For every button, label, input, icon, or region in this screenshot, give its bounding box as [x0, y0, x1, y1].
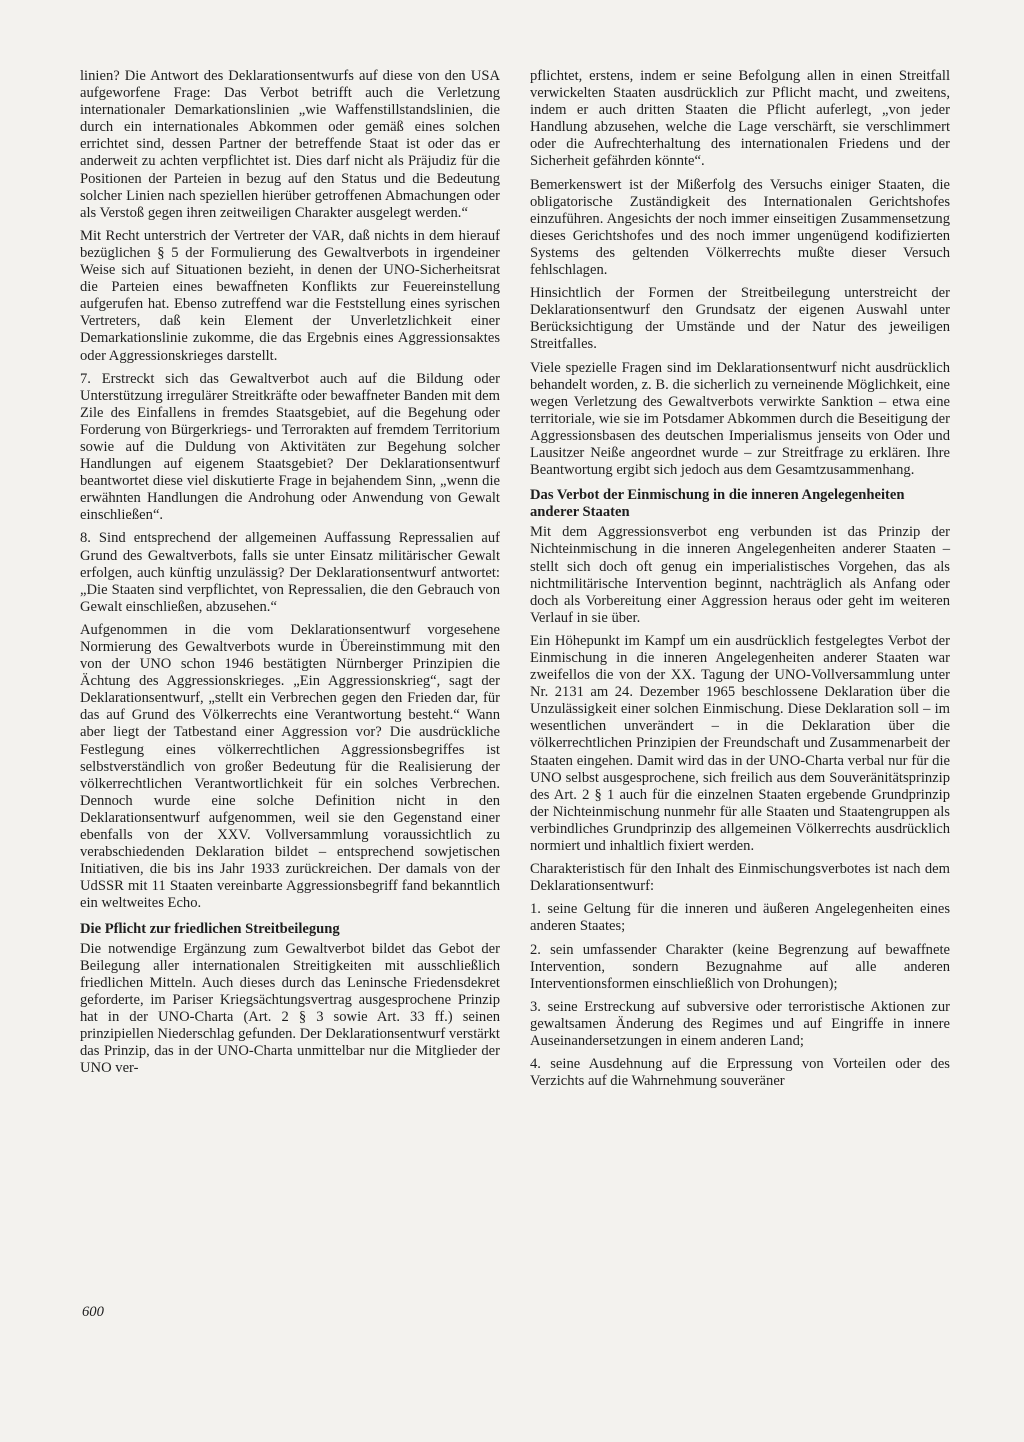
right-column: [530, 68, 950, 1096]
paragraph: pflichtet, erstens, indem er seine Befolgung allen in einen Streitfall verwickelten Staaten ausdrücklich zur Pflicht macht, und zweitens, indem er auch dritten Staaten die Pflicht auferlegt, „von jeder Handlung abzusehen, welche die Lage verschärft, sie verschlimmert oder die Aufrechterhaltung des internationalen Friedens und der Sicherheit gefährden könnte“.: [530, 68, 950, 170]
paragraph: Bemerkenswert ist der Mißerfolg des Versuchs einiger Staaten, die obligatorische Zuständigkeit des Internationalen Gerichtshofes einzuführen. Angesichts der noch immer einseitigen Zusammensetzung dieses Gerichtshofes und des noch immer ungenügend kodifizierten Systems des geltenden Völkerrechts mußte dieser Versuch fehlschlagen.: [530, 176, 950, 279]
paragraph: Aufgenommen in die vom Deklarationsentwurf vorgesehene Normierung des Gewaltverbots wurde in Übereinstimmung mit den von der UNO schon 1946 bestätigten Nürnberger Prinzipien die Ächtung des Aggressionskrieges. „Ein Aggressionskrieg“, sagt der Deklarationsentwurf, „stellt ein Verbrechen gegen den Frieden dar, für das auf Grund des Völkerrechts eine Verantwortung besteht.“ Wann aber liegt der Tatbestand einer Aggression vor? Die ausdrückliche Festlegung eines völkerrechtlichen Aggressionsbegriffes ist selbstverständlich von großer Bedeutung für die Realisierung der völkerrechtlichen Verantwortlichkeit für ein solches Verbrechen. Dennoch wurde eine solche Definition nicht in den Deklarationsentwurf aufgenommen, weil sie den Gegenstand einer ebenfalls von der XXV. Vollversammlung voraussichtlich zu verabschiedenden Deklaration bildet – entsprechend sowjetischen Initiativen, die bis ins Jahr 1933 zurückreichen. Der damals von der UdSSR mit 11 Staaten vereinbarte Aggressionsbegriff fand bekanntlich ein weltweites Echo.: [80, 621, 500, 912]
paragraph: 2. sein umfassender Charakter (keine Begrenzung auf bewaffnete Intervention, sondern Bezugnahme auf alle anderen Interventionsformen einschließlich von Drohungen);: [530, 941, 950, 992]
left-column: [80, 68, 500, 1083]
section-heading: Das Verbot der Einmischung in die inneren Angelegenheiten anderer Staaten: [530, 487, 905, 521]
paragraph: Ein Höhepunkt im Kampf um ein ausdrücklich festgelegtes Verbot der Einmischung in die inneren Angelegenheiten anderer Staaten war zweifellos die von der XX. Tagung der UNO-Vollversammlung unter Nr. 2131 am 24. Dezember 1965 beschlossene Deklaration über die Unzulässigkeit einer solchen Einmischung. Diese Deklaration soll – im wesentlichen unverändert – in die Deklaration über die völkerrechtlichen Prinzipien der Freundschaft und Zusammenarbeit der Staaten eingehen. Damit wird das in der UNO-Charta verbal nur für die UNO selbst ausgesprochene, sich freilich aus dem Souveränitätsprinzip des Art. 2 § 1 auch für die einzelnen Staaten ergebende Grundprinzip der Nichteinmischung nunmehr für alle Staaten und Staatengruppen als verbindliches Grundprinzip des allgemeinen Völkerrechts ausdrücklich normiert und inhaltlich fixiert werden.: [530, 632, 950, 855]
paragraph: linien? Die Antwort des Deklarationsentwurfs auf diese von den USA aufgeworfene Frage: Das Verbot betrifft auch die Verletzung internationaler Demarkationslinien „wie Waffenstillstandslinien, die durch ein internationales Abkommen oder gemäß eines solchen errichtet sind, dessen Partner der betreffende Staat ist oder das er anderweit zu achten verpflichtet ist. Dies darf nicht als Präjudiz für die Positionen der Parteien in bezug auf den Status und die Bedeutung solcher Linien nach speziellen hierüber getroffenen Abmachungen oder als Verstoß gegen ihren zeitweiligen Charakter ausgelegt werden.“: [80, 68, 500, 221]
paragraph: Charakteristisch für den Inhalt des Einmischungsverbotes ist nach dem Deklarationsentwurf:: [530, 861, 950, 895]
paragraph: 3. seine Erstreckung auf subversive oder terroristische Aktionen zur gewaltsamen Änderung des Regimes und auf Eingriffe in innere Auseinandersetzungen in einem anderen Land;: [530, 998, 950, 1049]
paragraph: Die notwendige Ergänzung zum Gewaltverbot bildet das Gebot der Beilegung aller internationalen Streitigkeiten mit ausschließlich friedlichen Mitteln. Auch dieses durch das Leninsche Friedensdekret geforderte, im Pariser Kriegsächtungsvertrag ausgesprochene Prinzip hat in der UNO-Charta (Art. 2 § 3 sowie Art. 33 ff.) seinen prinzipiellen Niederschlag gefunden. Der Deklarationsentwurf verstärkt das Prinzip, das in der UNO-Charta unmittelbar nur die Mitglieder der UNO ver-: [80, 940, 500, 1077]
paragraph: 1. seine Geltung für die inneren und äußeren Angelegenheiten eines anderen Staates;: [530, 901, 950, 935]
paragraph: Viele spezielle Fragen sind im Deklarationsentwurf nicht ausdrücklich behandelt worden, z. B. die sicherlich zu verneinende Möglichkeit, eine wegen Verletzung des Gewaltverbots verwirkte Sanktion – etwa eine territoriale, wie sie im Potsdamer Abkommen durch die Beseitigung der Aggressionsbasen des deutschen Imperialismus jenseits von Oder und Lausitzer Neiße angeordnet wurde – zur Streitfrage zu erklären. Ihre Beantwortung ergibt sich jedoch aus dem Gesamtzusammenhang.: [530, 359, 950, 479]
paragraph: Hinsichtlich der Formen der Streitbeilegung unterstreicht der Deklarationsentwurf den Grundsatz der eigenen Auswahl unter Berücksichtigung der Umstände und der Natur des jeweiligen Streitfalles.: [530, 285, 950, 353]
paragraph: 4. seine Ausdehnung auf die Erpressung von Vorteilen oder des Verzichts auf die Wahrnehmung souveräner: [530, 1056, 950, 1090]
paragraph: Mit Recht unterstrich der Vertreter der VAR, daß nichts in dem hierauf bezüglichen § 5 der Formulierung des Gewaltverbots in irgendeiner Weise sich auf Situationen bezieht, in denen der UNO-Sicherheitsrat die Parteien eines bewaffneten Konflikts zur Feuereinstellung aufgerufen hat. Ebenso zutreffend war die Feststellung eines syrischen Vertreters, daß kein Element der Unverletzlichkeit einer Demarkationslinie zukomme, die das Ergebnis eines Aggressionsaktes oder Aggressionskrieges darstellt.: [80, 227, 500, 364]
page-number: 600: [82, 1304, 104, 1320]
section-heading: Die Pflicht zur friedlichen Streitbeilegung: [80, 920, 340, 937]
paragraph: Mit dem Aggressionsverbot eng verbunden ist das Prinzip der Nichteinmischung in die inneren Angelegenheiten anderer Staaten – stellt sich doch oft genug ein imperialistisches Vorgehen, das als nichtmilitärische Intervention beginnt, nachträglich als Anfang oder doch als Vorbereitung einer Aggression heraus oder geht im weiteren Verlauf in sie über.: [530, 524, 950, 626]
paragraph: 8. Sind entsprechend der allgemeinen Auffassung Repressalien auf Grund des Gewaltverbots, falls sie unter Einsatz militärischer Gewalt erfolgen, auch künftig unzulässig? Der Deklarationsentwurf antwortet: „Die Staaten sind verpflichtet, von Repressalien, die den Gebrauch von Gewalt einschließen, abzusehen.“: [80, 530, 500, 615]
paragraph: 7. Erstreckt sich das Gewaltverbot auch auf die Bildung oder Unterstützung irregulärer Streitkräfte oder bewaffneter Banden mit dem Zile des Einfallens in fremdes Staatsgebiet, auf die Begehung oder Forderung von Bürgerkriegs- und Terrorakten auf fremdem Territorium sowie auf die Duldung von Aktivitäten zur Begehung solcher Handlungen auf eigenem Staatsgebiet? Der Deklarationsentwurf beantwortet diese viel diskutierte Frage in bejahendem Sinn, „wenn die erwähnten Handlungen die Androhung oder Anwendung von Gewalt einschließen“.: [80, 370, 500, 524]
